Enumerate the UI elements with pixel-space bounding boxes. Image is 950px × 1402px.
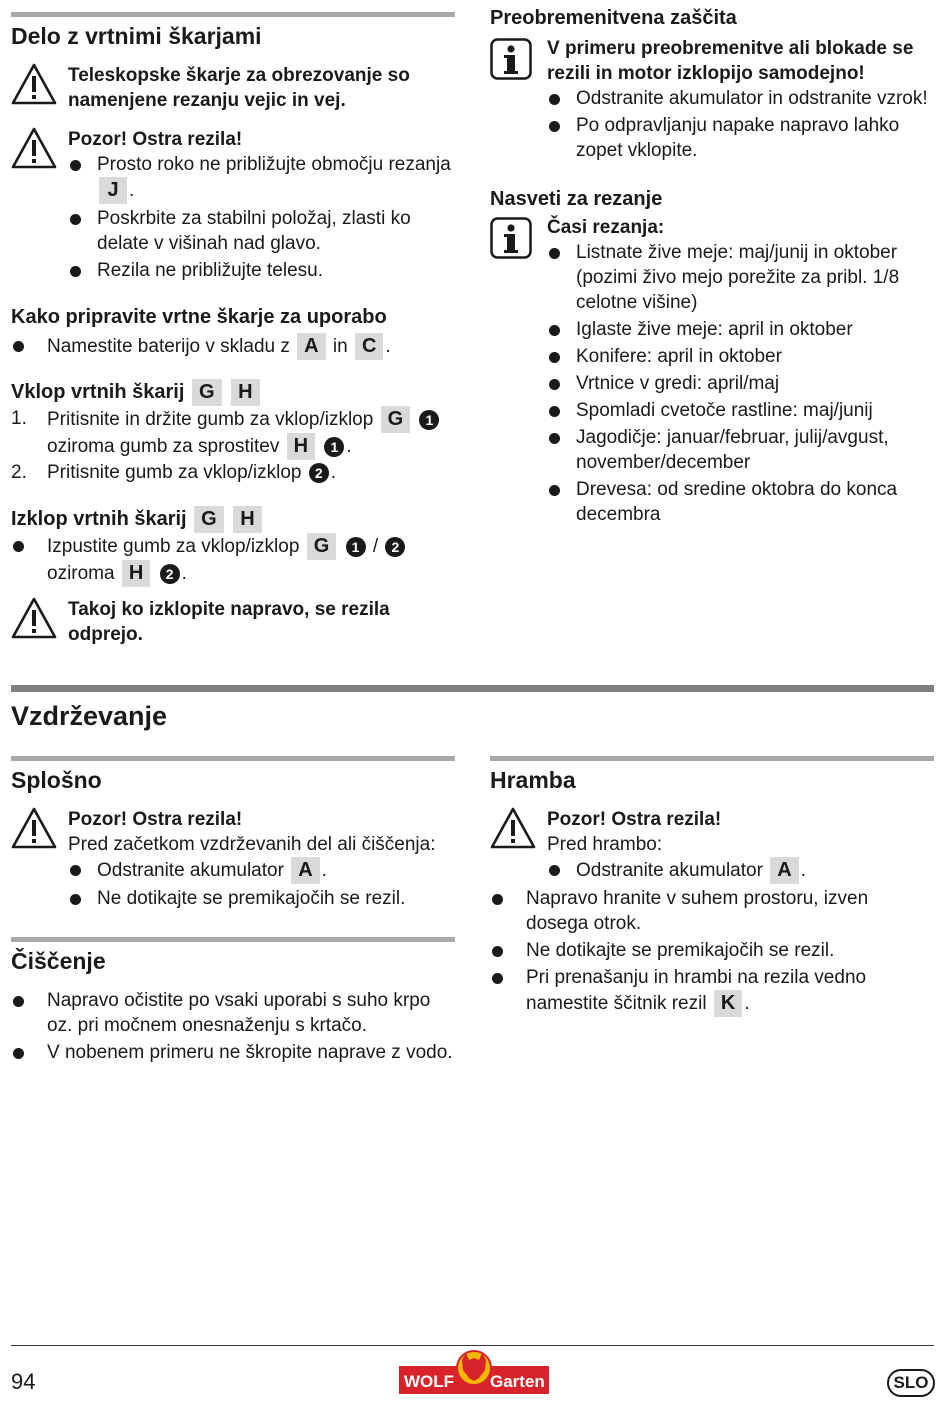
switch-on-steps (11, 406, 455, 485)
section-rule (11, 937, 455, 942)
logo-text-left: WOLF (404, 1372, 455, 1391)
figure-ref-badge: H (287, 433, 315, 460)
section-title-working: Delo z vrtnimi škarjami (11, 23, 262, 49)
figure-ref-badge: G (381, 406, 411, 433)
info-icon (490, 217, 532, 259)
subsection-title-prepare: Kako pripravite vrtne škarje za uporabo (11, 306, 387, 328)
figure-ref-badge: J (99, 177, 127, 204)
list-item: Prosto roko ne približujte območju rezanja J . (68, 152, 455, 204)
subsection-title-overload: Preobremenitvena zaščita (490, 7, 737, 29)
list-item: V nobenem primeru ne škropite naprave z vodo. (11, 1040, 455, 1065)
figure-ref-badge: A (297, 333, 325, 360)
warning-triangle-icon (11, 807, 57, 849)
figure-ref-badge: K (714, 990, 742, 1017)
info-text: V primeru preobremenitve ali blokade se rezili in motor izklopijo samodejno! (547, 38, 914, 84)
list-item: Odstranite akumulator A . (68, 857, 455, 884)
figure-ref-badge: G (194, 506, 224, 533)
figure-ref-badge: A (291, 857, 319, 884)
list-item: Ne dotikajte se premikajočih se rezil. (490, 938, 934, 963)
general-list (68, 857, 455, 911)
step-number-circle: 1 (346, 537, 366, 557)
storage-list (490, 886, 934, 1017)
warning-note-general (11, 805, 455, 911)
warning-triangle-icon (11, 597, 57, 639)
list-item: Pri prenašanju in hrambi na rezila vedno namestite ščitnik rezil K . (490, 965, 934, 1017)
list-item: Spomladi cvetoče rastline: maj/junij (547, 398, 934, 423)
list-item: Listnate žive meje: maj/junij in oktober (pozimi živo mejo porežite za pribl. 1/8 celotne višine) (547, 240, 934, 315)
step-item: 1. Pritisnite in držite gumb za vklop/izklop G 1 oziroma gumb za sprostitev H 1 . (11, 406, 455, 460)
warning-note-storage (490, 805, 934, 884)
list-item: Iglaste žive meje: april in oktober (547, 317, 934, 342)
figure-ref-badge: G (192, 379, 222, 406)
info-note-overload (490, 36, 934, 163)
warning-triangle-icon (11, 63, 57, 105)
list-item: Ne dotikajte se premikajočih se rezil. (68, 886, 455, 911)
warning-title: Pozor! Ostra rezila! (68, 809, 243, 830)
storage-inner-list (547, 857, 934, 884)
warning-text: Takoj ko izklopite napravo, se rezila odprejo. (68, 599, 390, 645)
list-item: Namestite baterijo v skladu z A in C . (11, 333, 455, 360)
right-column (490, 4, 934, 529)
info-note-tips (490, 215, 934, 527)
warning-text: Teleskopske škarje za obrezovanje so namenjene rezanju vejic in vej. (68, 65, 410, 111)
section-title-cleaning: Čiščenje (11, 948, 106, 974)
warning-text: Pred hrambo: (547, 834, 663, 855)
tips-list (547, 240, 934, 527)
info-icon (490, 38, 532, 80)
subsection-title-switch-off: Izklop vrtnih škarij G H (11, 505, 455, 533)
warning-note-blades-open (11, 595, 455, 647)
section-rule (11, 12, 455, 17)
maintenance-header (11, 685, 934, 733)
prepare-list (11, 333, 455, 360)
logo-text-right: Garten (490, 1372, 545, 1391)
list-item: Drevesa: od sredine oktobra do konca decembra (547, 477, 934, 527)
list-item: Konifere: april in oktober (547, 344, 934, 369)
warning-list (68, 152, 455, 283)
figure-ref-badge: H (122, 560, 150, 587)
figure-ref-badge: H (231, 379, 259, 406)
cleaning-list (11, 988, 455, 1065)
section-title-storage: Hramba (490, 767, 576, 793)
list-item: Napravo hranite v suhem prostoru, izven dosega otrok. (490, 886, 934, 936)
warning-title: Pozor! Ostra rezila! (68, 129, 243, 150)
list-item: Napravo očistite po vsaki uporabi s suho krpo oz. pri močnem onesnaženju s krtačo. (11, 988, 455, 1038)
step-number-circle: 2 (385, 537, 405, 557)
figure-ref-badge: H (233, 506, 261, 533)
language-badge: SLO (887, 1369, 935, 1397)
list-item: Odstranite akumulator in odstranite vzrok! (547, 86, 934, 111)
list-item: Po odpravljanju napake napravo lahko zopet vklopite. (547, 113, 934, 163)
footer-rule (11, 1345, 934, 1346)
section-title-general: Splošno (11, 767, 102, 793)
subsection-title-switch-on: Vklop vrtnih škarij G H (11, 378, 455, 406)
list-item: Izpustite gumb za vklop/izklop G 1 / 2 oziroma H 2 . (11, 533, 455, 587)
page-number: 94 (11, 1369, 36, 1394)
wolf-garten-logo (399, 1350, 549, 1395)
section-title-maintenance: Vzdrževanje (11, 701, 168, 731)
warning-note-purpose (11, 61, 455, 113)
step-number-circle: 2 (160, 564, 180, 584)
list-item: Odstranite akumulator A . (547, 857, 934, 884)
warning-text: Pred začetkom vzdrževanih del ali čiščenja: (68, 834, 436, 855)
section-rule (11, 685, 934, 692)
info-text: Časi rezanja: (547, 217, 665, 238)
warning-title: Pozor! Ostra rezila! (547, 809, 722, 830)
general-column (11, 756, 455, 1067)
warning-triangle-icon (490, 807, 536, 849)
subsection-title-tips: Nasveti za rezanje (490, 188, 663, 210)
list-item: Jagodičje: januar/februar, julij/avgust, november/december (547, 425, 934, 475)
list-item: Poskrbite za stabilni položaj, zlasti ko delate v višinah nad glavo. (68, 206, 455, 256)
list-item: Rezila ne približujte telesu. (68, 258, 455, 283)
figure-ref-badge: C (355, 333, 383, 360)
storage-column (490, 756, 934, 1019)
step-item: 2. Pritisnite gumb za vklop/izklop 2 . (11, 462, 337, 483)
section-rule (490, 756, 934, 761)
overload-list (547, 86, 934, 163)
switch-off-list (11, 533, 455, 587)
list-item: Vrtnice v gredi: april/maj (547, 371, 934, 396)
section-rule (11, 756, 455, 761)
left-column (11, 12, 455, 647)
warning-triangle-icon (11, 127, 57, 169)
step-number-circle: 1 (419, 410, 439, 430)
warning-note-sharp (11, 125, 455, 283)
step-number-circle: 1 (324, 437, 344, 457)
figure-ref-badge: A (770, 857, 798, 884)
figure-ref-badge: G (307, 533, 337, 560)
step-number-circle: 2 (309, 463, 329, 483)
